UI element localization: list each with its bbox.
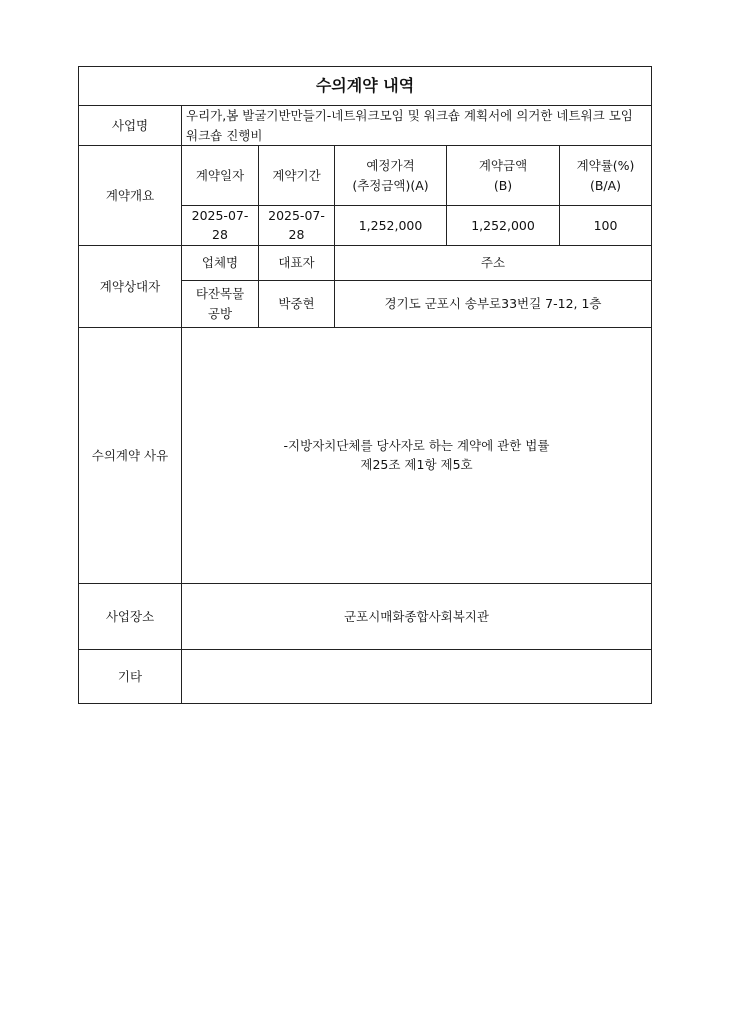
reason-value: -지방자치단체를 당사자로 하는 계약에 관한 법률 제25조 제1항 제5호 (182, 327, 652, 583)
contract-period-value: 2025-07-28 (259, 206, 335, 246)
contract-amount-value: 1,252,000 (447, 206, 560, 246)
counterparty-label: 계약상대자 (79, 245, 182, 327)
address-value: 경기도 군포시 송부로33번길 7-12, 1층 (335, 280, 652, 327)
contract-date-header: 계약일자 (182, 146, 259, 206)
company-header: 업체명 (182, 245, 259, 280)
representative-value: 박중현 (259, 280, 335, 327)
contract-amount-header: 계약금액 (B) (447, 146, 560, 206)
address-header: 주소 (335, 245, 652, 280)
etc-label: 기타 (79, 649, 182, 703)
contract-overview-label: 계약개요 (79, 146, 182, 246)
representative-header: 대표자 (259, 245, 335, 280)
etc-value (182, 649, 652, 703)
estimated-price-value: 1,252,000 (335, 206, 447, 246)
estimated-price-header: 예정가격 (추정금액)(A) (335, 146, 447, 206)
location-label: 사업장소 (79, 583, 182, 649)
project-name-value: 우리가,봄 발굴기반만들기-네트워크모임 및 워크숍 계획서에 의거한 네트워크 모임 워크숍 진행비 (182, 106, 652, 146)
company-value: 타잔목물 공방 (182, 280, 259, 327)
contract-period-header: 계약기간 (259, 146, 335, 206)
contract-rate-header: 계약률(%) (B/A) (560, 146, 652, 206)
location-value: 군포시매화종합사회복지관 (182, 583, 652, 649)
document-title: 수의계약 내역 (79, 67, 652, 106)
project-name-label: 사업명 (79, 106, 182, 146)
reason-label: 수의계약 사유 (79, 327, 182, 583)
contract-date-value: 2025-07-28 (182, 206, 259, 246)
contract-table (78, 66, 652, 704)
contract-rate-value: 100 (560, 206, 652, 246)
